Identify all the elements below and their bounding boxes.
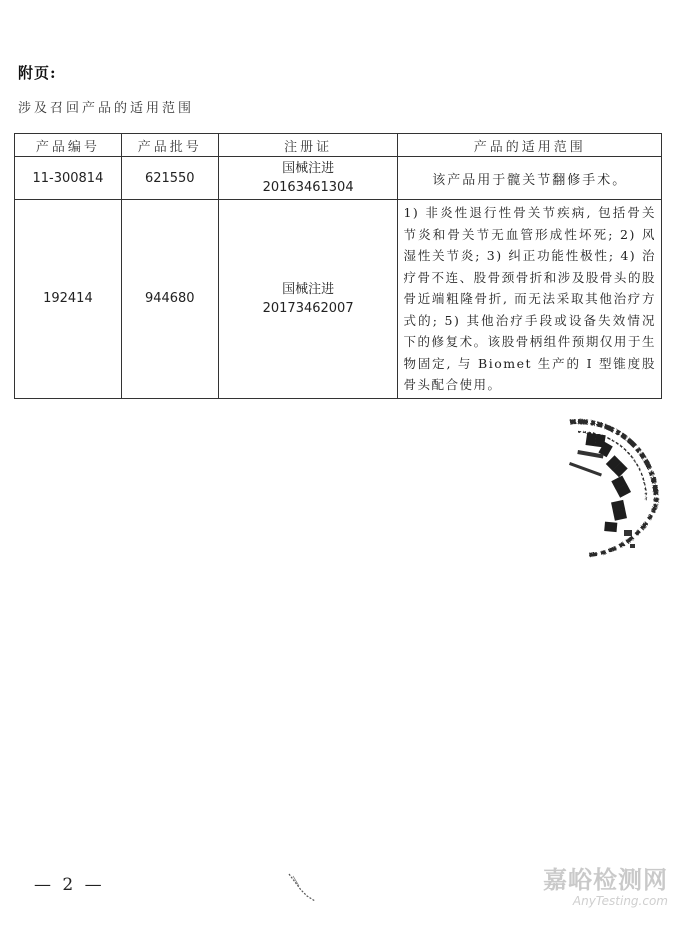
registration-line-1: 国械注进: [282, 281, 335, 297]
official-seal-stamp: [548, 410, 668, 560]
svg-text:▇: ▇: [598, 440, 614, 458]
svg-text:▇▇: ▇▇: [585, 431, 606, 448]
registration-line-2: 20173462007: [262, 300, 354, 316]
registration-line-2: 20163461304: [262, 180, 354, 195]
svg-text:▇▇: ▇▇: [605, 454, 629, 478]
page-number: — 2 —: [34, 875, 105, 895]
cell-product-number: 192414: [15, 200, 122, 399]
cell-registration: [218, 157, 398, 200]
cell-registration: [218, 200, 398, 399]
watermark-english-text: AnyTesting.com: [572, 894, 668, 908]
registration-line-1: 国械注进: [282, 161, 335, 176]
site-watermark: [543, 866, 668, 908]
cell-scope: 1) 非炎性退行性骨关节疾病, 包括骨关节炎和骨关节无血管形成性坏死; 2) 风湿性关节炎; 3) 纠正功能性极性; 4) 治疗骨不连、股骨颈骨折和涉及股骨头的股骨近端粗隆骨折, 而无法采取其他治疗方式的; 5) 其他治疗手段或设备失效情况下的修复术。该股骨柄组件预期仅用于生物固定, 与 Biomet 生产的 I 型锥度股骨头配合使用。: [398, 200, 662, 399]
cell-scope: 该产品用于髋关节翻修手术。: [398, 157, 662, 200]
table-row: [15, 200, 662, 399]
appendix-heading: 附页:: [18, 64, 57, 82]
svg-text:▇: ▇: [604, 521, 619, 533]
scan-artifact-mark: [285, 868, 325, 908]
table-header-row: [15, 134, 662, 157]
table-row: [15, 157, 662, 200]
watermark-chinese-text: 嘉峪检测网: [543, 866, 668, 894]
svg-text:▇▇: ▇▇: [611, 474, 633, 498]
recall-products-table: [14, 133, 662, 399]
cell-batch-number: 621550: [121, 157, 218, 200]
header-product-number: 产品编号: [15, 134, 122, 157]
svg-text:▇▇: ▇▇: [611, 499, 629, 521]
cell-batch-number: 944680: [121, 200, 218, 399]
section-subheading: 涉及召回产品的适用范围: [18, 101, 195, 116]
header-registration: 注册证: [218, 134, 398, 157]
header-scope: 产品的适用范围: [398, 134, 662, 157]
header-batch-number: 产品批号: [121, 134, 218, 157]
cell-product-number: 11-300814: [15, 157, 122, 200]
